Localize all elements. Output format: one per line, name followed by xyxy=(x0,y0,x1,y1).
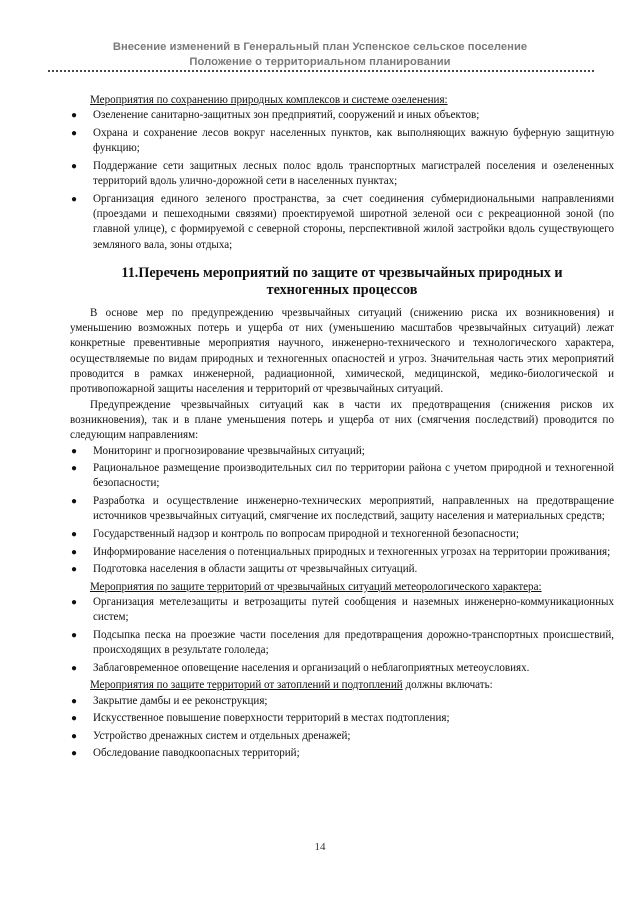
bullet-icon: ● xyxy=(71,730,78,742)
list-item xyxy=(70,108,614,123)
list-item xyxy=(70,595,614,626)
chapter-title xyxy=(70,265,614,299)
list-item xyxy=(70,628,614,659)
list-item-text: Организация метелезащиты и ветрозащиты путей сообщения и наземных инженерно-коммуникационных систем; xyxy=(93,595,614,624)
bullet-icon: ● xyxy=(71,564,78,576)
header-line-2: Положение о территориальном планировании xyxy=(189,55,451,68)
list-item-text: Обследование паводкоопасных территорий; xyxy=(93,747,300,760)
bullet-icon: ● xyxy=(71,695,78,707)
flood-measures-list xyxy=(70,694,614,762)
list-item-text: Поддержание сети защитных лесных полос вдоль транспортных магистралей поселения и озелененных территорий вдоль улично-дорожной сети в населенных пунктах; xyxy=(93,159,614,188)
bullet-icon: ● xyxy=(71,528,78,540)
list-item-text: Закрытие дамбы и ее реконструкция; xyxy=(93,694,268,707)
list-item-text: Подсыпка песка на проезжие части поселения для предотвращения дорожно-транспортных происшествий, происходящих в результате гололеда; xyxy=(93,628,614,657)
list-item xyxy=(70,444,614,459)
directions-list xyxy=(70,444,614,578)
list-item xyxy=(70,746,614,761)
flood-heading-rest: должны включать: xyxy=(402,679,493,692)
meteo-measures-list xyxy=(70,595,614,676)
list-item-text: Организация единого зеленого пространства, за счет соединения субмеридиональными направлениями (проездами и пешеходными связями) проектируемой широтной зеленой оси с рекреационной зоной (по главной улице), с формируемой с северной стороны, перспективной жилой застройки вдоль существующего земляного вала, зоны отдыха; xyxy=(93,192,614,251)
chapter-title-line-2: техногенных процессов xyxy=(266,281,418,298)
list-item-text: Подготовка населения в области защиты от чрезвычайных ситуаций. xyxy=(93,563,418,576)
bullet-icon: ● xyxy=(71,596,78,608)
list-item xyxy=(70,159,614,190)
chapter-title-line-1: 11.Перечень мероприятий по защите от чрезвычайных природных и xyxy=(121,264,563,281)
list-item xyxy=(70,711,614,726)
list-item xyxy=(70,126,614,157)
nature-section-heading xyxy=(70,93,614,108)
page-number: 14 xyxy=(314,841,326,853)
bullet-icon: ● xyxy=(71,160,78,172)
nature-measures-list xyxy=(70,108,614,253)
nature-heading-text: Мероприятия по сохранению природных комплексов и системе озеленения: xyxy=(90,94,448,106)
list-item xyxy=(70,729,614,744)
bullet-icon: ● xyxy=(71,546,78,558)
flood-heading-text: Мероприятия по защите территорий от затоплений и подтоплений xyxy=(90,679,403,692)
bullet-icon: ● xyxy=(71,127,78,139)
header-line-1: Внесение изменений в Генеральный план Успенское сельское поселение xyxy=(112,41,528,53)
directions-paragraph: Предупреждение чрезвычайных ситуаций как в части их предотвращения (снижения рисков их возникновения), так и в плане уменьшения потерь и ущерба от них (смягчения последствий) проводится по следующим направлениям: xyxy=(70,398,614,442)
list-item xyxy=(70,192,614,253)
bullet-icon: ● xyxy=(71,463,78,475)
meteo-section-heading xyxy=(70,580,614,595)
page-content xyxy=(70,93,614,764)
list-item-text: Озеленение санитарно-защитных зон предприятий, сооружений и иных объектов; xyxy=(93,109,480,122)
list-item xyxy=(70,494,614,525)
list-item-text: Заблаговременное оповещение населения и организаций о неблагоприятных метеоусловиях. xyxy=(93,661,530,674)
bullet-icon: ● xyxy=(71,193,78,205)
meteo-heading-text: Мероприятия по защите территорий от чрезвычайных ситуаций метеорологического характера: xyxy=(90,580,542,593)
list-item-text: Государственный надзор и контроль по вопросам природной и техногенной безопасности; xyxy=(93,527,519,540)
flood-section-heading xyxy=(70,678,614,693)
bullet-icon: ● xyxy=(71,662,78,674)
list-item xyxy=(70,545,614,560)
list-item-text: Информирование населения о потенциальных природных и техногенных угрозах на территории проживания; xyxy=(93,545,611,558)
list-item xyxy=(70,461,614,492)
list-item-text: Мониторинг и прогнозирование чрезвычайных ситуаций; xyxy=(93,444,365,457)
bullet-icon: ● xyxy=(71,496,78,508)
list-item-text: Охрана и сохранение лесов вокруг населенных пунктов, как выполняющих важную буферную защитную функцию; xyxy=(93,126,614,155)
bullet-icon: ● xyxy=(71,445,78,457)
list-item xyxy=(70,562,614,577)
list-item-text: Разработка и осуществление инженерно-технических мероприятий, направленных на предотвращение источников чрезвычайных ситуаций, смягчение их последствий, защиту населения и материальных средств; xyxy=(93,495,614,523)
header-divider xyxy=(48,70,594,72)
list-item xyxy=(70,661,614,676)
list-item xyxy=(70,694,614,709)
list-item-text: Рациональное размещение производительных сил по территории района с учетом природной и техногенной безопасности; xyxy=(93,462,614,490)
bullet-icon: ● xyxy=(71,713,78,725)
intro-paragraph: В основе мер по предупреждению чрезвычайных ситуаций (снижению риска их возникновения) и уменьшению возможных потерь и ущерба от них (уменьшению масштабов чрезвычайных ситуаций) лежат конкретные превентивные мероприятия научного, инженерно-технического и технологического характера, осуществляемые по видам природных и техногенных опасностей и угроз. Значительная часть этих мероприятий проводится в рамках инженерной, радиационной, химической, медицинской, медико-биологической и противопожарной защиты населения и территорий от чрезвычайных ситуаций. xyxy=(70,306,614,396)
list-item-text: Искусственное повышение поверхности территорий в местах подтопления; xyxy=(93,712,450,725)
list-item-text: Устройство дренажных систем и отдельных дренажей; xyxy=(93,729,351,742)
list-item xyxy=(70,527,614,542)
bullet-icon: ● xyxy=(71,748,78,760)
bullet-icon: ● xyxy=(71,110,78,122)
bullet-icon: ● xyxy=(71,629,78,641)
document-header xyxy=(50,40,590,69)
